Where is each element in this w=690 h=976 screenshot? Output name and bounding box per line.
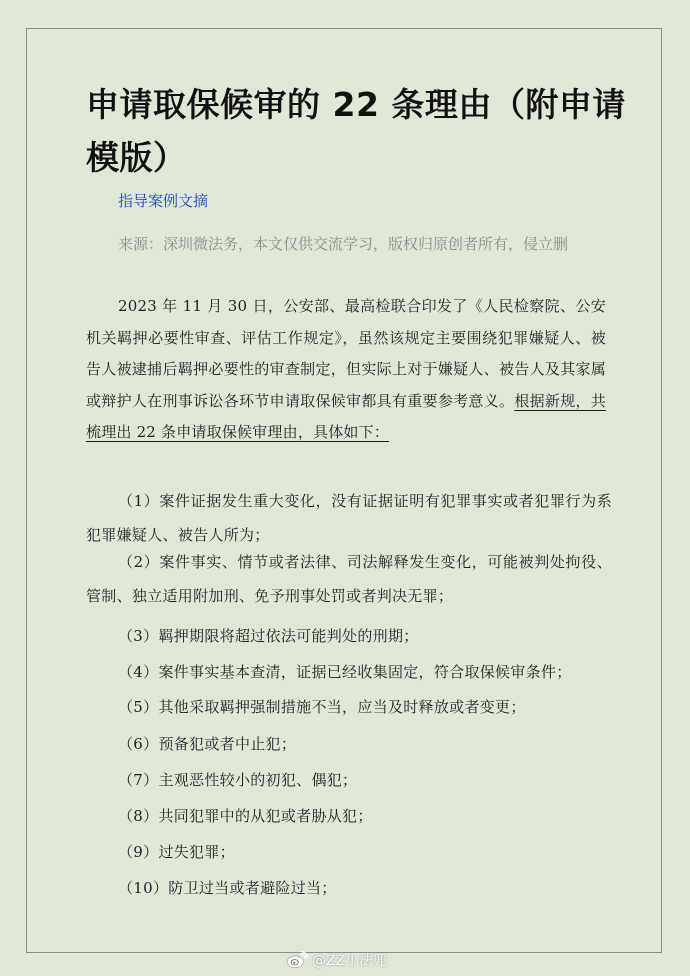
reason-item-7: （7）主观恶性较小的初犯、偶犯； xyxy=(118,771,358,789)
reason-item-6: （6）预备犯或者中止犯； xyxy=(118,735,297,753)
source-note: 来源：深圳微法务，本文仅供交流学习，版权归原创者所有，侵立删 xyxy=(118,235,569,253)
watermark xyxy=(286,948,387,972)
weibo-icon xyxy=(286,951,308,969)
intro-paragraph xyxy=(86,291,606,449)
watermark-text: @ZZ小法兜 xyxy=(312,953,388,969)
intro-text: 2023 年 11 月 30 日，公安部、最高检联合印发了《人民检察院、公安机关羁押必要性审查、评估工作规定》，虽然该规定主要围绕犯罪嫌疑人、被告人被逮捕后羁押必要性的审查制定，但实际上对于嫌疑人、被告人及其家属或辩护人在刑事诉讼各环节申请取保候审都具有重要参考意义。 xyxy=(86,297,606,410)
guide-case-link[interactable]: 指导案例文摘 xyxy=(118,192,209,210)
reason-item-8: （8）共同犯罪中的从犯或者胁从犯； xyxy=(118,807,373,825)
reason-item-2: （2）案件事实、情节或者法律、司法解释发生变化，可能被判处拘役、管制、独立适用附加刑、免予刑事处罚或者判决无罪； xyxy=(86,553,612,605)
reason-item-1: （1）案件证据发生重大变化，没有证据证明有犯罪事实或者犯罪行为系犯罪嫌疑人、被告人所为； xyxy=(86,492,612,544)
reason-item-9: （9）过失犯罪； xyxy=(118,843,235,861)
reason-item-3: （3）羁押期限将超过依法可能判处的刑期； xyxy=(118,627,419,645)
intro-underlined-text: 根据新规，共梳理出 22 条申请取保候审理由，具体如下： xyxy=(86,391,606,441)
reason-item-5: （5）其他采取羁押强制措施不当，应当及时释放或者变更； xyxy=(118,698,526,716)
reason-item-4: （4）案件事实基本查清，证据已经收集固定，符合取保候审条件； xyxy=(118,663,572,681)
reason-item-10: （10）防卫过当或者避险过当； xyxy=(118,879,337,897)
page-title: 申请取保候审的 22 条理由（附申请模版） xyxy=(86,85,626,177)
